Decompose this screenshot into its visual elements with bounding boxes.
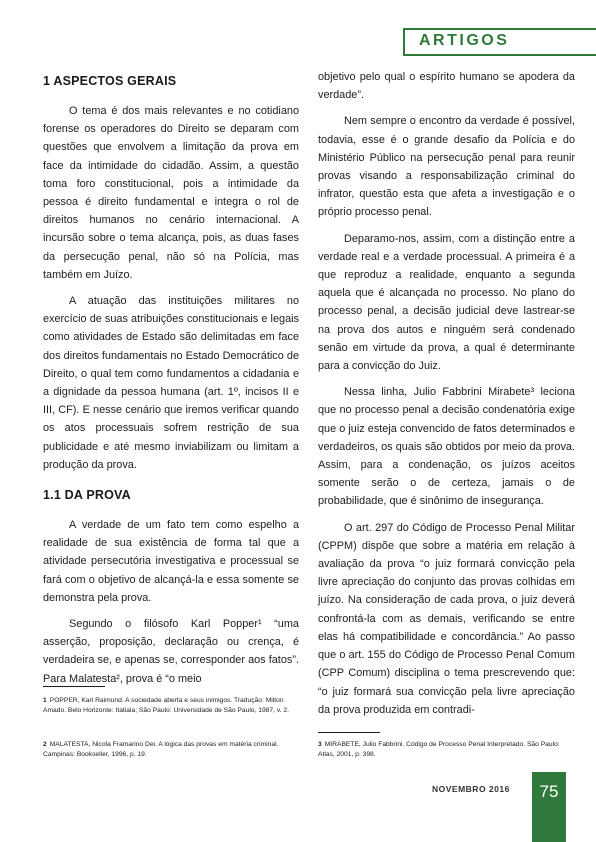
paragraph: Nem sempre o encontro da verdade é possível, todavia, esse é o grande desafio da Polícia e do Ministério Público na persecução penal para reunir provas visando a responsabilização criminal do infrator, questão esta que afeta a investigação e o próprio processo penal. [318, 115, 575, 219]
paragraph: O tema é dos mais relevantes e no cotidiano forense os operadores do Direito se deparam com questões que envolvem a limitação da prova em face da intimidade do cidadão. Assim, a questão toma foro constitucional, pois a intimidade da pessoa é direito fundamental e integra o rol de direitos humanos no cenário internacional. A incursão sobre o tema alcança, pois, as duas fases da persecução penal, não só na Polícia, mas também em Juízo. [43, 105, 299, 281]
footnote-1 [43, 696, 295, 715]
page-number: 75 [539, 782, 559, 801]
paragraph: O art. 297 do Código de Processo Penal Militar (CPPM) dispõe que sobre a matéria em relação à avaliação da prova “o juiz formará convicção pela livre apreciação do conjunto das provas colhidas em juízo. Na consideração de cada prova, o juiz deverá confrontá-la com as demais, verificando se entre elas há compatibilidade e concordância.” Ao passo que o art. 155 do Código de Processo Penal Comum (CPP Comum) disciplina o tema prescrevendo que: “o juiz formará sua convicção pela livre apreciação da prova produzida em contradi- [318, 521, 575, 716]
paragraph: Deparamo-nos, assim, com a distinção entre a verdade real e a verdade processual. A primeira é a que reproduz a realidade, enquanto a segunda aquela que é alcançada no processo. No plano do processo penal, a decisão judicial deve lastrear-se na prova dos autos e ninguém será condenado senão em virtude da prova, a qual é determinante para a convicção do Juiz. [318, 232, 575, 373]
footnote-number: 1 [43, 697, 47, 704]
heading-da-prova: 1.1 DA PROVA [43, 488, 131, 503]
footnote-divider [318, 732, 380, 733]
section-title: ARTIGOS [419, 32, 510, 49]
heading-aspectos-gerais: 1 ASPECTOS GERAIS [43, 74, 177, 88]
footnote-2 [43, 740, 295, 759]
right-column [318, 68, 575, 727]
footnote-text: MIRABETE, Julio Fabbrini. Código de Processo Penal Interpretado. São Paulo: Atlas, 2001, p. 398. [318, 741, 560, 758]
paragraph: objetivo pelo qual o espírito humano se apodera da verdade”. [318, 71, 575, 102]
issue-date: NOVEMBRO 2016 [432, 784, 510, 794]
left-column [43, 74, 299, 696]
section-header [403, 28, 596, 56]
footnote-number: 3 [318, 741, 322, 748]
footnote-text: POPPER, Karl Raimund. A sociedade aberta e seus inimigos. Tradução: Milton Amado. Belo Horizonte: Itatiaia; São Paulo: Universidade de São Paulo, 1987, v. 2. [43, 697, 289, 714]
footnote-3 [318, 740, 570, 759]
paragraph: A verdade de um fato tem como espelho a realidade de sua existência de forma tal que a atividade persecutória investigativa e processual se fará com o objetivo de alcançá-la e essa somente se demonstra pela prova. [43, 519, 299, 604]
paragraph: Segundo o filósofo Karl Popper¹ “uma asserção, proposição, declaração ou crença, é verdadeira se, e apenas se, corresponder aos fatos”. Para Malatesta², prova é “o meio [43, 618, 299, 685]
paragraph: Nessa linha, Julio Fabbrini Mirabete³ leciona que no processo penal a decisão condenatória exige que o juiz esteja convencido de fatos determinados e verdadeiros, os quais são obtidos por meio da prova. Assim, para a condenação, os juízos aceitos somente serão o de certeza, jamais o de probabilidade, que é sinônimo de insegurança. [318, 386, 575, 508]
footnote-divider [43, 686, 105, 687]
footnote-text: MALATESTA, Nicola Framarino Dei. A lógica das provas em matéria criminal. Campinas: Bookseller, 1996, p. 19. [43, 741, 279, 758]
footnote-number: 2 [43, 741, 47, 748]
paragraph: A atuação das instituições militares no exercício de suas atribuições constitucionais e legais como atividades de Estado são delimitadas em face dos direitos fundamentais no Estado Democrático de Direito, o qual tem como fundamentos a cidadania e a dignidade da pessoa humana (art. 1º, incisos II e III, CF). E nesse cenário que iremos verificar quando os atos processuais sofrem restrição de sua publicidade e até mesmo inviabilizam ou limitam a produção da prova. [43, 295, 299, 471]
page-number-box [532, 772, 566, 842]
